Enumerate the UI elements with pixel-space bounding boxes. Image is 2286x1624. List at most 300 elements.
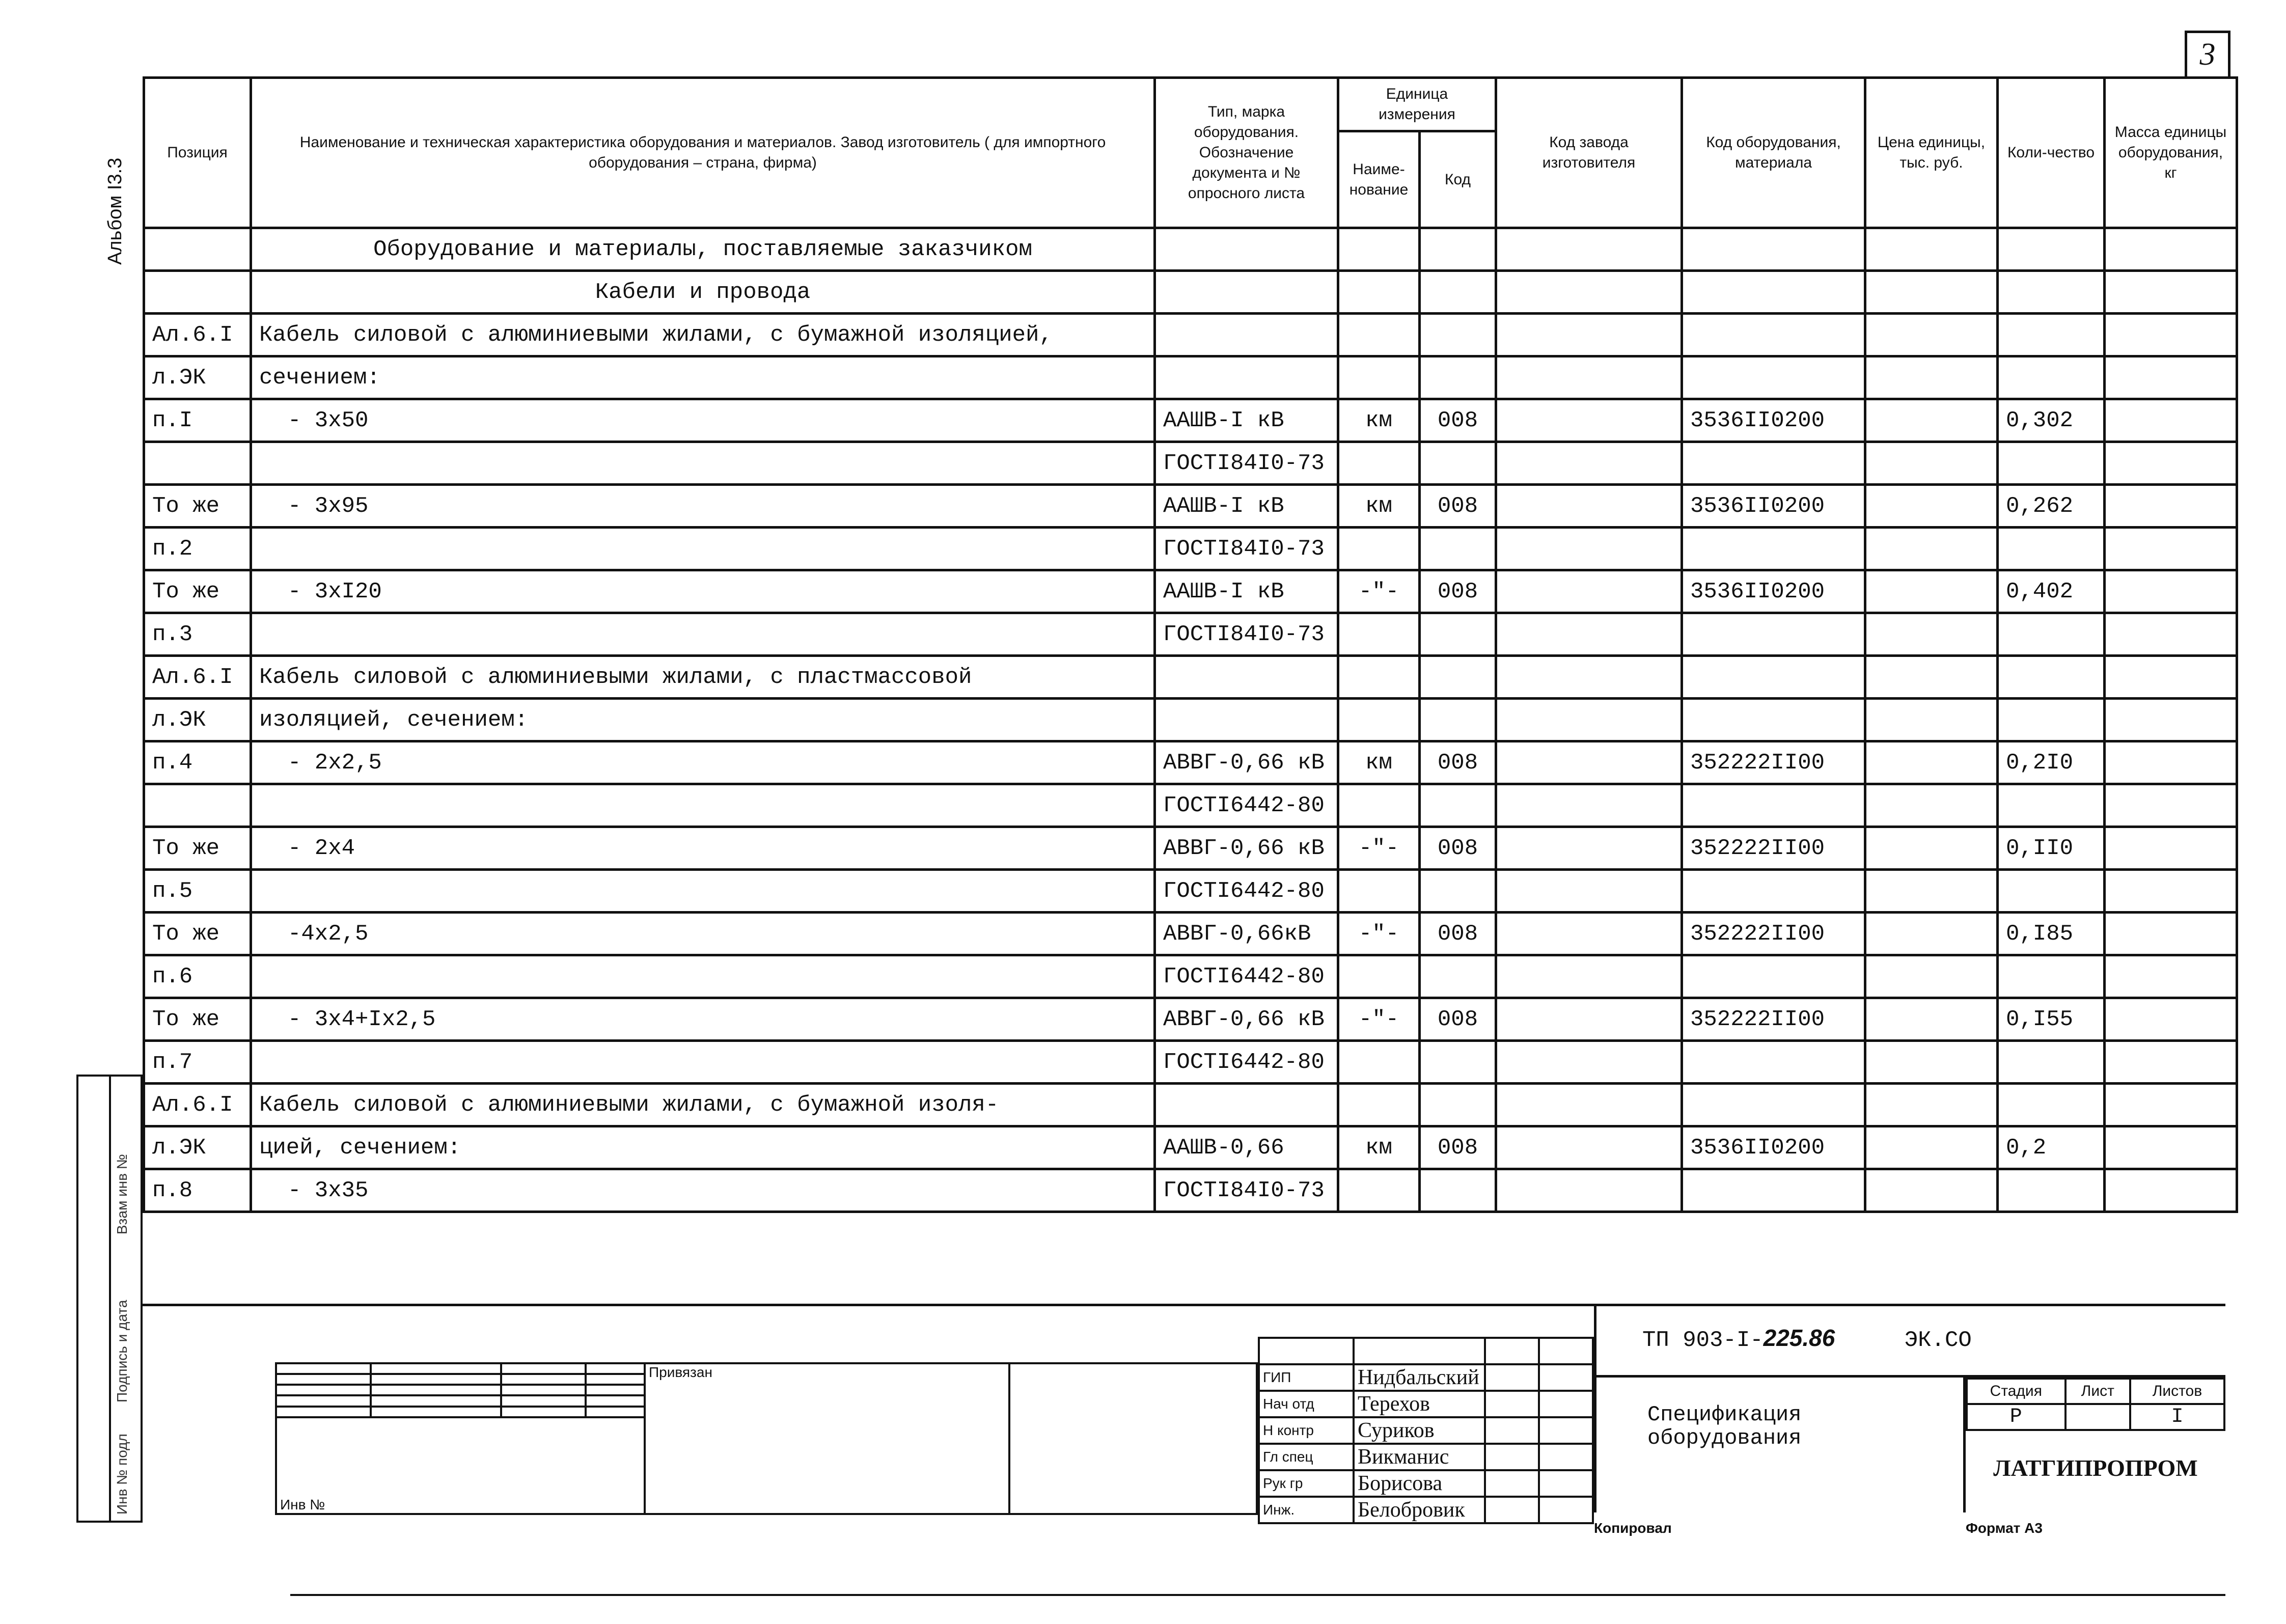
- row-quantity: [1998, 442, 2105, 485]
- row-unit-code: [1420, 1084, 1496, 1126]
- person-norm-control: Суриков: [1354, 1417, 1485, 1444]
- row-factory-code: [1496, 784, 1682, 827]
- row-factory-code: [1496, 356, 1682, 399]
- table-row: [144, 827, 2237, 870]
- row-equipment-code: [1682, 442, 1865, 485]
- header-unit: Единица измерения: [1338, 78, 1496, 131]
- row-name: Кабель силовой с алюминиевыми жилами, с бумажной изоляцией,: [251, 314, 1155, 356]
- row-quantity: 0,2I0: [1998, 741, 2105, 784]
- row-quantity: [1998, 656, 2105, 699]
- table-row: [144, 1041, 2237, 1084]
- row-unit-name: [1338, 314, 1420, 356]
- row-mass: [2105, 741, 2237, 784]
- table-row: [144, 1126, 2237, 1169]
- row-price: [1865, 1126, 1998, 1169]
- row-type: [1155, 699, 1338, 741]
- row-position: [144, 442, 251, 485]
- row-quantity: [1998, 870, 2105, 913]
- row-type: ГОСТI84I0-73: [1155, 528, 1338, 570]
- table-row: [144, 699, 2237, 741]
- row-factory-code: [1496, 741, 1682, 784]
- row-name: -4х2,5: [251, 913, 1155, 955]
- row-mass: [2105, 1084, 2237, 1126]
- row-name: Кабель силовой с алюминиевыми жилами, с пластмассовой: [251, 656, 1155, 699]
- row-unit-code: 008: [1420, 741, 1496, 784]
- row-mass: [2105, 613, 2237, 656]
- row-position: То же: [144, 827, 251, 870]
- table-row: [144, 870, 2237, 913]
- row-unit-name: [1338, 656, 1420, 699]
- row-equipment-code: [1682, 528, 1865, 570]
- row-name: Кабель силовой с алюминиевыми жилами, с бумажной изоля-: [251, 1084, 1155, 1126]
- row-price: [1865, 485, 1998, 528]
- replace-inv-label: Взам инв №: [114, 1154, 130, 1234]
- row-unit-code: [1420, 271, 1496, 314]
- row-factory-code: [1496, 998, 1682, 1041]
- table-row: [144, 955, 2237, 998]
- row-mass: [2105, 870, 2237, 913]
- row-quantity: [1998, 314, 2105, 356]
- row-name: [251, 1041, 1155, 1084]
- header-position: Позиция: [144, 78, 251, 228]
- row-name: [251, 955, 1155, 998]
- row-factory-code: [1496, 699, 1682, 741]
- row-equipment-code: 352222II00: [1682, 913, 1865, 955]
- row-factory-code: [1496, 827, 1682, 870]
- table-row: [144, 913, 2237, 955]
- row-factory-code: [1496, 228, 1682, 271]
- original-inv-label: Инв № подл: [114, 1434, 130, 1515]
- row-unit-code: 008: [1420, 399, 1496, 442]
- row-unit-name: [1338, 1041, 1420, 1084]
- row-unit-name: [1338, 442, 1420, 485]
- person-engineer: Белобровик: [1354, 1497, 1485, 1523]
- table-row: [144, 1084, 2237, 1126]
- row-unit-code: 008: [1420, 570, 1496, 613]
- row-mass: [2105, 399, 2237, 442]
- row-mass: [2105, 998, 2237, 1041]
- row-mass: [2105, 1126, 2237, 1169]
- row-unit-name: -"-: [1338, 827, 1420, 870]
- table-row: [144, 485, 2237, 528]
- row-type: ГОСТI6442-80: [1155, 784, 1338, 827]
- role-head-dept: Нач отд: [1259, 1391, 1354, 1417]
- row-name: Кабели и провода: [251, 271, 1155, 314]
- row-unit-name: км: [1338, 485, 1420, 528]
- row-price: [1865, 741, 1998, 784]
- row-type: ГОСТI6442-80: [1155, 870, 1338, 913]
- row-type: АВВГ-0,66кВ: [1155, 913, 1338, 955]
- row-position: [144, 228, 251, 271]
- row-name: цией, сечением:: [251, 1126, 1155, 1169]
- row-quantity: [1998, 1169, 2105, 1212]
- header-price: Цена единицы, тыс. руб.: [1865, 78, 1998, 228]
- row-equipment-code: [1682, 1041, 1865, 1084]
- table-row: [144, 741, 2237, 784]
- designation-number: 225.86: [1763, 1325, 1835, 1351]
- table-row: [144, 399, 2237, 442]
- row-mass: [2105, 955, 2237, 998]
- row-unit-name: [1338, 228, 1420, 271]
- table-row: [144, 613, 2237, 656]
- row-position: п.2: [144, 528, 251, 570]
- document-title: Спецификация оборудования: [1594, 1378, 1966, 1512]
- row-price: [1865, 656, 1998, 699]
- designation-suffix: ЭК.СО: [1904, 1328, 1972, 1353]
- row-price: [1865, 955, 1998, 998]
- header-name: Наименование и техническая характеристика оборудования и материалов. Завод изготовитель ( для импортного оборудования – страна, фирма): [251, 78, 1155, 228]
- row-unit-name: [1338, 1169, 1420, 1212]
- row-quantity: [1998, 271, 2105, 314]
- person-head-dept: Терехов: [1354, 1391, 1485, 1417]
- row-factory-code: [1496, 442, 1682, 485]
- row-unit-name: [1338, 613, 1420, 656]
- row-equipment-code: [1682, 784, 1865, 827]
- row-mass: [2105, 356, 2237, 399]
- row-unit-code: 008: [1420, 1126, 1496, 1169]
- row-unit-code: 008: [1420, 998, 1496, 1041]
- row-unit-name: км: [1338, 399, 1420, 442]
- row-price: [1865, 998, 1998, 1041]
- table-row: [144, 228, 2237, 271]
- row-type: ААШВ-I кВ: [1155, 485, 1338, 528]
- row-type: [1155, 271, 1338, 314]
- organization-name: ЛАТГИПРОПРОМ: [1993, 1455, 2198, 1481]
- header-equipment-code: Код оборудования, материала: [1682, 78, 1865, 228]
- signature-date-label: Подпись и дата: [114, 1300, 130, 1402]
- row-factory-code: [1496, 870, 1682, 913]
- row-quantity: 0,302: [1998, 399, 2105, 442]
- header-quantity: Коли-чество: [1998, 78, 2105, 228]
- row-type: АВВГ-0,66 кВ: [1155, 827, 1338, 870]
- row-quantity: [1998, 699, 2105, 741]
- row-name: Оборудование и материалы, поставляемые заказчиком: [251, 228, 1155, 271]
- role-engineer: Инж.: [1259, 1497, 1354, 1523]
- row-mass: [2105, 228, 2237, 271]
- row-unit-code: [1420, 656, 1496, 699]
- row-unit-code: [1420, 528, 1496, 570]
- table-row: [144, 442, 2237, 485]
- album-label: Альбом I3.3: [104, 157, 126, 265]
- row-factory-code: [1496, 570, 1682, 613]
- row-mass: [2105, 699, 2237, 741]
- row-price: [1865, 442, 1998, 485]
- table-row: [144, 528, 2237, 570]
- row-quantity: 0,I55: [1998, 998, 2105, 1041]
- row-unit-code: [1420, 356, 1496, 399]
- row-equipment-code: [1682, 271, 1865, 314]
- table-row: [144, 271, 2237, 314]
- row-mass: [2105, 1041, 2237, 1084]
- row-price: [1865, 613, 1998, 656]
- sheet-label: Лист: [2065, 1379, 2130, 1404]
- row-type: [1155, 656, 1338, 699]
- row-mass: [2105, 827, 2237, 870]
- row-factory-code: [1496, 528, 1682, 570]
- row-type: ГОСТI84I0-73: [1155, 442, 1338, 485]
- table-row: [144, 656, 2237, 699]
- row-price: [1865, 271, 1998, 314]
- row-position: л.ЭК: [144, 356, 251, 399]
- row-price: [1865, 356, 1998, 399]
- row-mass: [2105, 570, 2237, 613]
- inv-label: Инв №: [276, 1417, 645, 1514]
- row-type: ААШВ-I кВ: [1155, 570, 1338, 613]
- row-unit-name: [1338, 870, 1420, 913]
- row-equipment-code: 3536II0200: [1682, 485, 1865, 528]
- row-factory-code: [1496, 913, 1682, 955]
- row-equipment-code: 352222II00: [1682, 998, 1865, 1041]
- row-unit-name: км: [1338, 741, 1420, 784]
- row-factory-code: [1496, 1169, 1682, 1212]
- header-factory-code: Код завода изготовителя: [1496, 78, 1682, 228]
- row-position: п.6: [144, 955, 251, 998]
- row-quantity: [1998, 228, 2105, 271]
- row-quantity: 0,2: [1998, 1126, 2105, 1169]
- row-type: ГОСТI84I0-73: [1155, 1169, 1338, 1212]
- side-stamp: [76, 1075, 143, 1523]
- row-unit-code: 008: [1420, 827, 1496, 870]
- row-price: [1865, 528, 1998, 570]
- row-type: ААШВ-0,66: [1155, 1126, 1338, 1169]
- row-factory-code: [1496, 314, 1682, 356]
- row-equipment-code: [1682, 870, 1865, 913]
- row-factory-code: [1496, 1126, 1682, 1169]
- row-position: п.7: [144, 1041, 251, 1084]
- row-position: Ал.6.I: [144, 1084, 251, 1126]
- copied-label: Копировал: [1594, 1520, 1672, 1536]
- row-quantity: [1998, 784, 2105, 827]
- row-mass: [2105, 271, 2237, 314]
- row-equipment-code: [1682, 228, 1865, 271]
- row-price: [1865, 827, 1998, 870]
- row-factory-code: [1496, 399, 1682, 442]
- row-quantity: [1998, 356, 2105, 399]
- row-price: [1865, 228, 1998, 271]
- row-position: п.8: [144, 1169, 251, 1212]
- sheets-value: I: [2130, 1404, 2224, 1430]
- row-price: [1865, 870, 1998, 913]
- row-quantity: 0,II0: [1998, 827, 2105, 870]
- row-mass: [2105, 314, 2237, 356]
- row-unit-name: [1338, 784, 1420, 827]
- sheet-number: 3: [2185, 31, 2230, 79]
- table-row: [144, 784, 2237, 827]
- row-equipment-code: 352222II00: [1682, 741, 1865, 784]
- row-unit-code: [1420, 870, 1496, 913]
- row-equipment-code: [1682, 613, 1865, 656]
- row-name: [251, 784, 1155, 827]
- row-unit-code: [1420, 784, 1496, 827]
- row-position: Ал.6.I: [144, 314, 251, 356]
- row-factory-code: [1496, 485, 1682, 528]
- row-equipment-code: 3536II0200: [1682, 570, 1865, 613]
- table-row: [144, 998, 2237, 1041]
- row-quantity: 0,402: [1998, 570, 2105, 613]
- person-gip: Нидбальский: [1354, 1364, 1485, 1391]
- row-unit-code: 008: [1420, 913, 1496, 955]
- row-equipment-code: 3536II0200: [1682, 1126, 1865, 1169]
- row-name: - 3х35: [251, 1169, 1155, 1212]
- row-mass: [2105, 1169, 2237, 1212]
- row-position: [144, 784, 251, 827]
- row-equipment-code: [1682, 955, 1865, 998]
- row-unit-code: [1420, 613, 1496, 656]
- row-mass: [2105, 913, 2237, 955]
- side-column: [78, 1077, 111, 1521]
- row-price: [1865, 399, 1998, 442]
- row-price: [1865, 784, 1998, 827]
- row-type: [1155, 314, 1338, 356]
- row-position: п.4: [144, 741, 251, 784]
- row-type: ГОСТI6442-80: [1155, 1041, 1338, 1084]
- header-type: Тип, марка оборудования. Обозначение документа и № опросного листа: [1155, 78, 1338, 228]
- row-unit-name: [1338, 356, 1420, 399]
- person-chief-spec: Викманис: [1354, 1444, 1485, 1470]
- row-factory-code: [1496, 1084, 1682, 1126]
- signatures-table: [1258, 1337, 1594, 1524]
- row-type: АВВГ-0,66 кВ: [1155, 998, 1338, 1041]
- row-factory-code: [1496, 656, 1682, 699]
- row-unit-code: 008: [1420, 485, 1496, 528]
- row-mass: [2105, 485, 2237, 528]
- row-unit-name: [1338, 271, 1420, 314]
- row-position: То же: [144, 913, 251, 955]
- row-name: сечением:: [251, 356, 1155, 399]
- row-position: п.3: [144, 613, 251, 656]
- row-factory-code: [1496, 613, 1682, 656]
- stage-value: Р: [1967, 1404, 2065, 1430]
- row-unit-name: [1338, 1084, 1420, 1126]
- row-name: - 3х50: [251, 399, 1155, 442]
- row-equipment-code: [1682, 314, 1865, 356]
- sheets-label: Листов: [2130, 1379, 2224, 1404]
- row-unit-name: [1338, 955, 1420, 998]
- row-name: - 3х4+Iх2,5: [251, 998, 1155, 1041]
- row-price: [1865, 699, 1998, 741]
- row-quantity: [1998, 1041, 2105, 1084]
- attached-label: Привязан: [645, 1363, 1009, 1514]
- table-row: [144, 356, 2237, 399]
- row-unit-code: [1420, 1041, 1496, 1084]
- row-mass: [2105, 784, 2237, 827]
- row-mass: [2105, 528, 2237, 570]
- table-row: [144, 1169, 2237, 1212]
- bottom-rule: [290, 1594, 2225, 1596]
- row-equipment-code: [1682, 1084, 1865, 1126]
- row-mass: [2105, 656, 2237, 699]
- row-position: п.5: [144, 870, 251, 913]
- row-type: [1155, 356, 1338, 399]
- row-unit-name: [1338, 528, 1420, 570]
- row-quantity: [1998, 1084, 2105, 1126]
- row-quantity: [1998, 955, 2105, 998]
- row-type: ГОСТI6442-80: [1155, 955, 1338, 998]
- role-group-lead: Рук гр: [1259, 1470, 1354, 1497]
- row-unit-name: -"-: [1338, 570, 1420, 613]
- row-equipment-code: 352222II00: [1682, 827, 1865, 870]
- row-price: [1865, 1169, 1998, 1212]
- document-designation: [1594, 1304, 2225, 1378]
- row-type: [1155, 228, 1338, 271]
- row-type: [1155, 1084, 1338, 1126]
- row-quantity: [1998, 528, 2105, 570]
- row-factory-code: [1496, 955, 1682, 998]
- header-unit-name: Наиме-нование: [1338, 131, 1420, 228]
- row-unit-code: [1420, 442, 1496, 485]
- row-name: изоляцией, сечением:: [251, 699, 1155, 741]
- row-position: То же: [144, 998, 251, 1041]
- row-quantity: [1998, 613, 2105, 656]
- row-name: - 3хI20: [251, 570, 1155, 613]
- row-name: - 3х95: [251, 485, 1155, 528]
- row-unit-name: км: [1338, 1126, 1420, 1169]
- row-equipment-code: 3536II0200: [1682, 399, 1865, 442]
- row-unit-name: -"-: [1338, 913, 1420, 955]
- row-type: ГОСТI84I0-73: [1155, 613, 1338, 656]
- row-unit-name: -"-: [1338, 998, 1420, 1041]
- row-unit-code: [1420, 314, 1496, 356]
- row-position: Ал.6.I: [144, 656, 251, 699]
- row-factory-code: [1496, 1041, 1682, 1084]
- row-name: [251, 613, 1155, 656]
- designation-prefix: ТП 903-I-: [1642, 1328, 1764, 1353]
- row-position: л.ЭК: [144, 1126, 251, 1169]
- row-position: То же: [144, 570, 251, 613]
- row-price: [1865, 314, 1998, 356]
- role-chief-spec: Гл спец: [1259, 1444, 1354, 1470]
- row-position: п.I: [144, 399, 251, 442]
- row-name: [251, 442, 1155, 485]
- role-gip: ГИП: [1259, 1364, 1354, 1391]
- role-norm-control: Н контр: [1259, 1417, 1354, 1444]
- row-type: ААШВ-I кВ: [1155, 399, 1338, 442]
- row-unit-code: [1420, 699, 1496, 741]
- row-equipment-code: [1682, 356, 1865, 399]
- row-factory-code: [1496, 271, 1682, 314]
- row-quantity: 0,I85: [1998, 913, 2105, 955]
- row-position: л.ЭК: [144, 699, 251, 741]
- revision-table: [275, 1362, 1258, 1515]
- row-equipment-code: [1682, 1169, 1865, 1212]
- row-name: - 2х2,5: [251, 741, 1155, 784]
- row-equipment-code: [1682, 656, 1865, 699]
- row-price: [1865, 913, 1998, 955]
- row-position: [144, 271, 251, 314]
- stage-label: Стадия: [1967, 1379, 2065, 1404]
- row-type: АВВГ-0,66 кВ: [1155, 741, 1338, 784]
- row-unit-code: [1420, 228, 1496, 271]
- row-mass: [2105, 442, 2237, 485]
- row-name: [251, 870, 1155, 913]
- format-label: Формат А3: [1966, 1520, 2043, 1536]
- row-price: [1865, 1041, 1998, 1084]
- row-unit-code: [1420, 955, 1496, 998]
- row-equipment-code: [1682, 699, 1865, 741]
- row-price: [1865, 570, 1998, 613]
- row-position: То же: [144, 485, 251, 528]
- row-price: [1865, 1084, 1998, 1126]
- row-name: - 2х4: [251, 827, 1155, 870]
- row-quantity: 0,262: [1998, 485, 2105, 528]
- header-unit-code: Код: [1420, 131, 1496, 228]
- table-row: [144, 570, 2237, 613]
- person-group-lead: Борисова: [1354, 1470, 1485, 1497]
- header-mass: Масса единицы оборудования, кг: [2105, 78, 2237, 228]
- row-unit-name: [1338, 699, 1420, 741]
- table-row: [144, 314, 2237, 356]
- specification-table: [143, 76, 2238, 1213]
